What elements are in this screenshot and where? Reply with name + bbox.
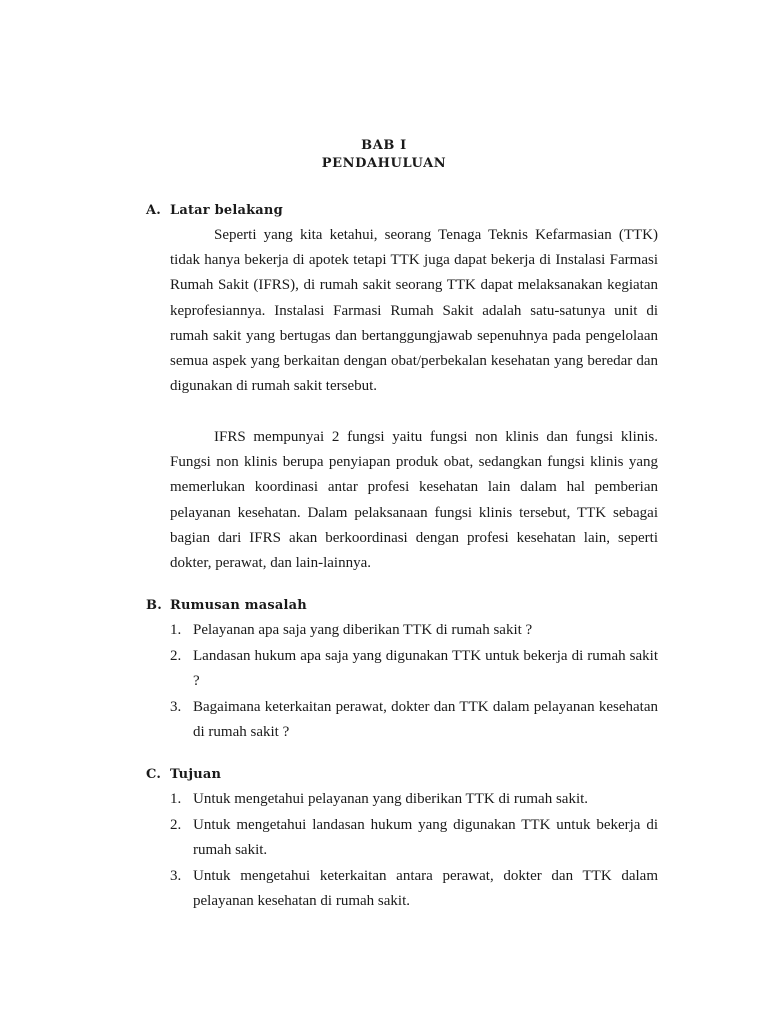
section-letter: C. — [146, 767, 162, 782]
list-item-text: Pelayanan apa saja yang diberikan TTK di rumah sakit ? — [193, 622, 533, 638]
list-item — [170, 787, 658, 813]
list-item-number: 1. — [170, 791, 182, 807]
section-title: Latar belakang — [170, 203, 283, 218]
list-item — [170, 618, 658, 644]
list-item — [170, 695, 658, 746]
section-letter: A. — [146, 203, 162, 218]
objectives-list — [170, 787, 658, 915]
list-item-text: Landasan hukum apa saja yang digunakan TTK untuk bekerja di rumah sakit ? — [193, 647, 658, 689]
list-item — [170, 813, 658, 864]
background-paragraph-2: IFRS mempunyai 2 fungsi yaitu fungsi non klinis dan fungsi klinis. Fungsi non klinis berupa penyiapan produk obat, sedangkan fungsi klinis yang memerlukan koordinasi antar profesi kesehatan lain dalam hal pemberian pelayanan kesehatan. Dalam pelaksanaan fungsi klinis tersebut, TTK sebagai bagian dari IFRS akan berkoordinasi dengan profesi kesehatan lain, seperti dokter, perawat, dan lain-lainnya. — [170, 429, 658, 572]
list-item-text: Untuk mengetahui keterkaitan antara perawat, dokter dan TTK dalam pelayanan kesehatan di rumah sakit. — [193, 867, 658, 909]
section-heading-tujuan — [146, 767, 221, 782]
section-title: Rumusan masalah — [170, 598, 307, 613]
list-item-number: 3. — [170, 867, 182, 884]
list-item-text: Untuk mengetahui landasan hukum yang digunakan TTK untuk bekerja di rumah sakit. — [193, 816, 658, 858]
section-letter: B. — [146, 598, 162, 613]
problem-list — [170, 618, 658, 746]
section-heading-rumusan-masalah — [146, 598, 307, 613]
list-item-number: 2. — [170, 647, 182, 664]
list-item-text: Bagaimana keterkaitan perawat, dokter dan TTK dalam pelayanan kesehatan di rumah sakit ? — [193, 698, 658, 740]
section-heading-latar-belakang — [146, 203, 283, 218]
list-item-number: 2. — [170, 816, 182, 833]
list-item — [170, 644, 658, 695]
list-item-number: 3. — [170, 698, 182, 715]
background-paragraph-1: Seperti yang kita ketahui, seorang Tenaga Teknis Kefarmasian (TTK) tidak hanya bekerja di apotek tetapi TTK juga dapat bekerja di Instalasi Farmasi Rumah Sakit (IFRS), di rumah sakit seorang TTK dapat melaksanakan kegiatan keprofesiannya. Instalasi Farmasi Rumah Sakit adalah satu-satunya unit di rumah sakit yang bertugas dan bertanggungjawab sepenuhnya pada pengelolaan semua aspek yang berkaitan dengan obat/perbekalan kesehatan yang beredar dan digunakan di rumah sakit tersebut. — [170, 227, 658, 395]
list-item — [170, 864, 658, 915]
chapter-title: PENDAHULUAN — [321, 156, 447, 171]
section-title: Tujuan — [170, 767, 222, 782]
list-item-number: 1. — [170, 622, 182, 638]
list-item-text: Untuk mengetahui pelayanan yang diberikan TTK di rumah sakit. — [193, 791, 589, 807]
chapter-number: BAB I — [361, 138, 407, 153]
